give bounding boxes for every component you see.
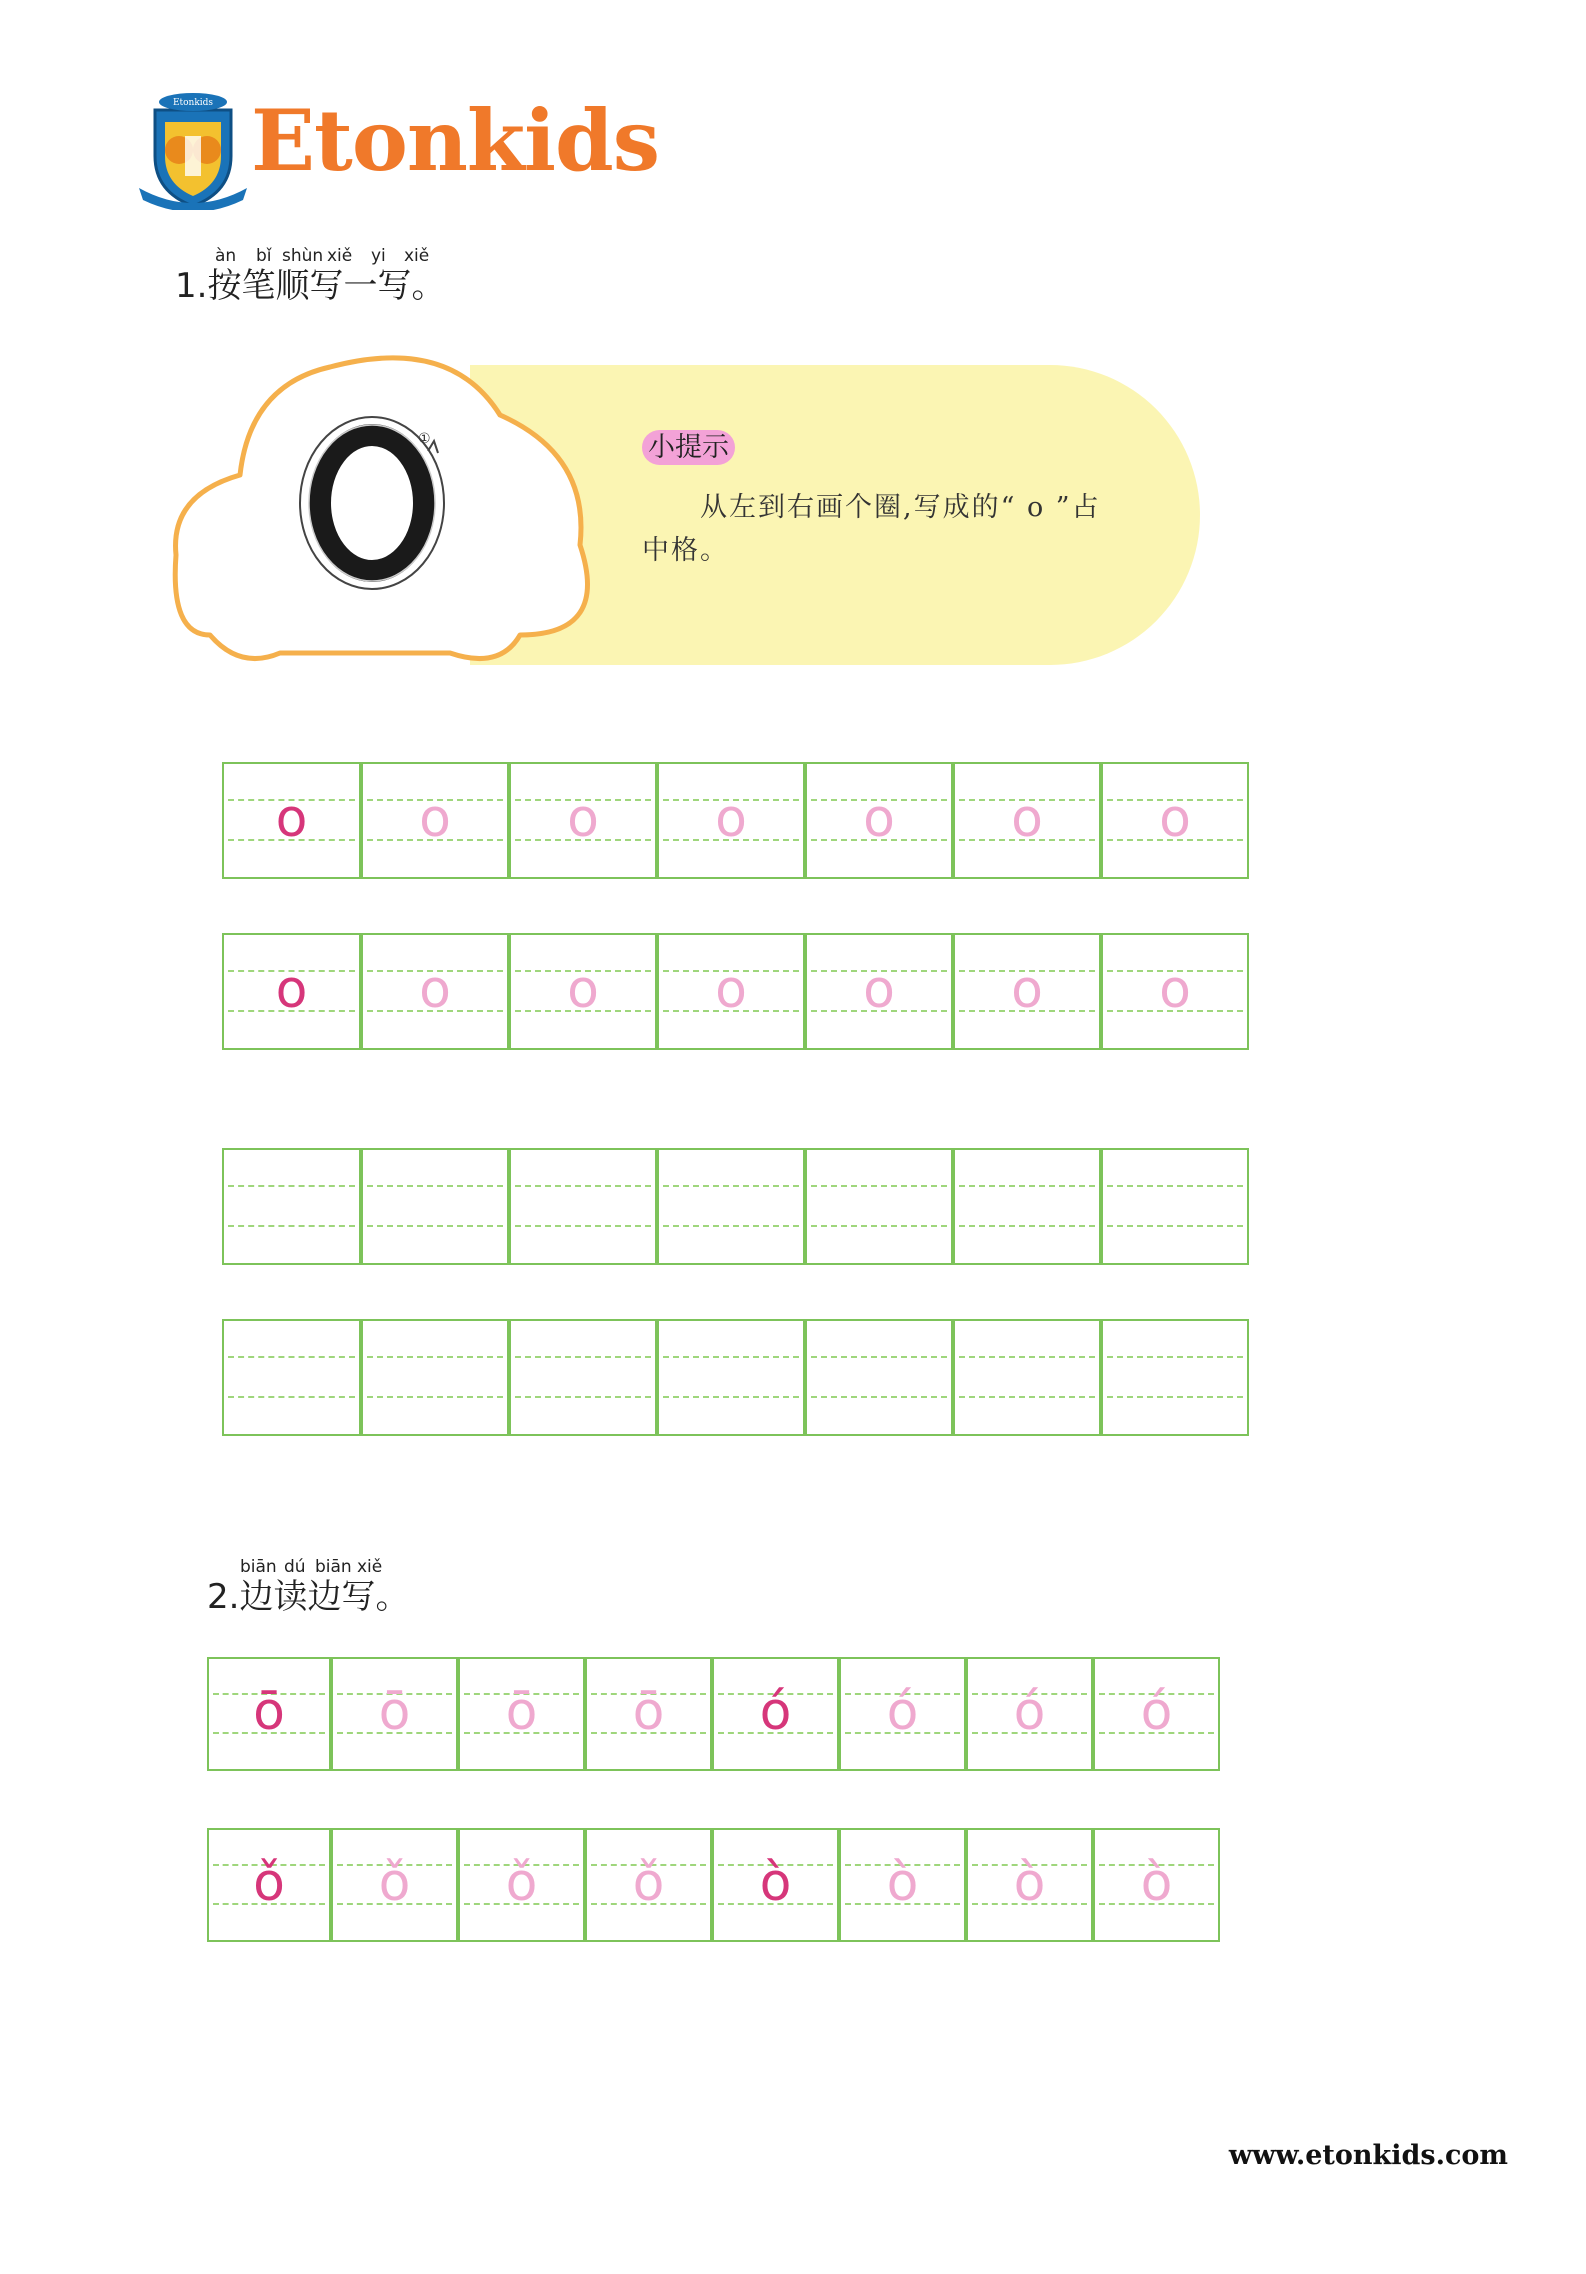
writing-cell[interactable] xyxy=(458,1657,585,1771)
guide-line xyxy=(1107,1185,1243,1187)
writing-cell[interactable] xyxy=(207,1657,331,1771)
guide-line xyxy=(959,1396,1095,1398)
writing-cell[interactable] xyxy=(712,1828,839,1942)
brand-logo xyxy=(135,82,660,202)
svg-text:Etonkids: Etonkids xyxy=(172,98,214,108)
writing-cell[interactable] xyxy=(953,762,1101,879)
trace-letter: ó xyxy=(886,1682,919,1742)
guide-line xyxy=(811,1225,947,1227)
writing-cell[interactable] xyxy=(1101,933,1249,1050)
writing-cell[interactable] xyxy=(361,762,509,879)
guide-line xyxy=(515,1356,651,1358)
writing-cell[interactable] xyxy=(222,762,361,879)
trace-letter: o xyxy=(1011,789,1043,849)
writing-cell[interactable] xyxy=(361,1148,509,1265)
trace-letter: ǒ xyxy=(378,1853,411,1913)
guide-line xyxy=(228,1356,355,1358)
writing-cell[interactable] xyxy=(361,1319,509,1436)
guide-line xyxy=(515,1185,651,1187)
guide-line xyxy=(367,1185,503,1187)
trace-letter: o xyxy=(275,789,308,849)
guide-line xyxy=(663,1356,799,1358)
trace-letter: ò xyxy=(1140,1853,1173,1913)
writing-cell[interactable] xyxy=(509,1148,657,1265)
trace-letter: ō xyxy=(632,1682,665,1742)
writing-cell[interactable] xyxy=(657,933,805,1050)
writing-cell[interactable] xyxy=(458,1828,585,1942)
writing-cell[interactable] xyxy=(1093,1657,1220,1771)
writing-cell[interactable] xyxy=(839,1657,966,1771)
writing-cell[interactable] xyxy=(657,1148,805,1265)
writing-cell[interactable] xyxy=(331,1828,458,1942)
etonkids-crest-icon xyxy=(135,92,251,210)
guide-line xyxy=(228,1225,355,1227)
guide-line xyxy=(515,1396,651,1398)
trace-letter: ò xyxy=(759,1853,792,1913)
trace-letter: ǒ xyxy=(632,1853,665,1913)
writing-cell[interactable] xyxy=(657,1319,805,1436)
guide-line xyxy=(811,1356,947,1358)
writing-cell[interactable] xyxy=(805,933,953,1050)
writing-cell[interactable] xyxy=(1101,1148,1249,1265)
pinyin-xie-3: xiě xyxy=(357,1557,383,1577)
writing-cell[interactable] xyxy=(953,1148,1101,1265)
writing-cell[interactable] xyxy=(509,762,657,879)
section-1-title: 1.按笔顺写一写。 xyxy=(175,266,446,306)
writing-cell[interactable] xyxy=(953,1319,1101,1436)
pinyin-du: dú xyxy=(284,1557,306,1577)
guide-line xyxy=(663,1225,799,1227)
guide-line xyxy=(1107,1225,1243,1227)
trace-letter: ó xyxy=(1140,1682,1173,1742)
section-2-title: 2.边读边写。 xyxy=(207,1577,410,1617)
trace-letter: ǒ xyxy=(505,1853,538,1913)
trace-letter: o xyxy=(567,960,599,1020)
writing-cell[interactable] xyxy=(712,1657,839,1771)
writing-cell[interactable] xyxy=(222,1319,361,1436)
pinyin-xie-2: xiě xyxy=(404,246,430,266)
writing-cell[interactable] xyxy=(805,762,953,879)
writing-cell[interactable] xyxy=(1101,1319,1249,1436)
guide-line xyxy=(367,1225,503,1227)
stroke-order-number: ① xyxy=(418,431,431,447)
writing-cell[interactable] xyxy=(657,762,805,879)
trace-letter: o xyxy=(863,789,895,849)
trace-letter: ò xyxy=(886,1853,919,1913)
guide-line xyxy=(515,1225,651,1227)
guide-line xyxy=(959,1185,1095,1187)
guide-line xyxy=(959,1225,1095,1227)
trace-letter: ó xyxy=(1013,1682,1046,1742)
guide-line xyxy=(663,1396,799,1398)
writing-cell[interactable] xyxy=(805,1148,953,1265)
writing-cell[interactable] xyxy=(966,1828,1093,1942)
writing-cell[interactable] xyxy=(222,933,361,1050)
pinyin-bian: biān xyxy=(240,1557,277,1577)
guide-line xyxy=(811,1185,947,1187)
brand-name: Etonkids xyxy=(251,91,660,190)
writing-cell[interactable] xyxy=(805,1319,953,1436)
trace-letter: ó xyxy=(759,1682,792,1742)
pinyin-shun: shùn xyxy=(282,246,324,266)
guide-line xyxy=(1107,1356,1243,1358)
guide-line xyxy=(228,1396,355,1398)
trace-letter: o xyxy=(419,789,451,849)
pinyin-bian-2: biān xyxy=(315,1557,352,1577)
trace-letter: o xyxy=(1011,960,1043,1020)
guide-line xyxy=(811,1396,947,1398)
hint-title: 小提示 xyxy=(642,425,735,464)
trace-letter: o xyxy=(1159,960,1191,1020)
pinyin-an: àn xyxy=(215,246,237,266)
guide-line xyxy=(663,1185,799,1187)
trace-letter: o xyxy=(567,789,599,849)
website-url: www.etonkids.com xyxy=(1228,2140,1508,2171)
guide-line xyxy=(1107,1396,1243,1398)
writing-cell[interactable] xyxy=(966,1657,1093,1771)
pinyin-xie: xiě xyxy=(327,246,353,266)
pinyin-bi: bǐ xyxy=(256,246,272,266)
guide-line xyxy=(959,1356,1095,1358)
writing-cell[interactable] xyxy=(585,1657,712,1771)
trace-letter: o xyxy=(275,960,308,1020)
writing-cell[interactable] xyxy=(509,933,657,1050)
writing-cell[interactable] xyxy=(207,1828,331,1942)
trace-letter: o xyxy=(715,960,747,1020)
writing-cell[interactable] xyxy=(839,1828,966,1942)
hint-text-line-1: 从左到右画个圈,写成的“ o ”占 xyxy=(700,492,1101,523)
trace-letter: o xyxy=(715,789,747,849)
writing-cell[interactable] xyxy=(361,933,509,1050)
trace-letter: o xyxy=(1159,789,1191,849)
writing-cell[interactable] xyxy=(953,933,1101,1050)
trace-letter: ō xyxy=(505,1682,538,1742)
guide-line xyxy=(367,1396,503,1398)
hint-text-line-2: 中格。 xyxy=(642,535,729,566)
writing-cell[interactable] xyxy=(585,1828,712,1942)
trace-letter: ò xyxy=(1013,1853,1046,1913)
guide-line xyxy=(228,1185,355,1187)
trace-letter: ō xyxy=(253,1682,285,1742)
writing-cell[interactable] xyxy=(222,1148,361,1265)
writing-cell[interactable] xyxy=(1093,1828,1220,1942)
trace-letter: ǒ xyxy=(253,1853,285,1913)
writing-cell[interactable] xyxy=(1101,762,1249,879)
trace-letter: o xyxy=(419,960,451,1020)
writing-cell[interactable] xyxy=(331,1657,458,1771)
writing-cell[interactable] xyxy=(509,1319,657,1436)
guide-line xyxy=(367,1356,503,1358)
pinyin-yi: yi xyxy=(371,246,386,266)
trace-letter: ō xyxy=(378,1682,411,1742)
trace-letter: o xyxy=(863,960,895,1020)
